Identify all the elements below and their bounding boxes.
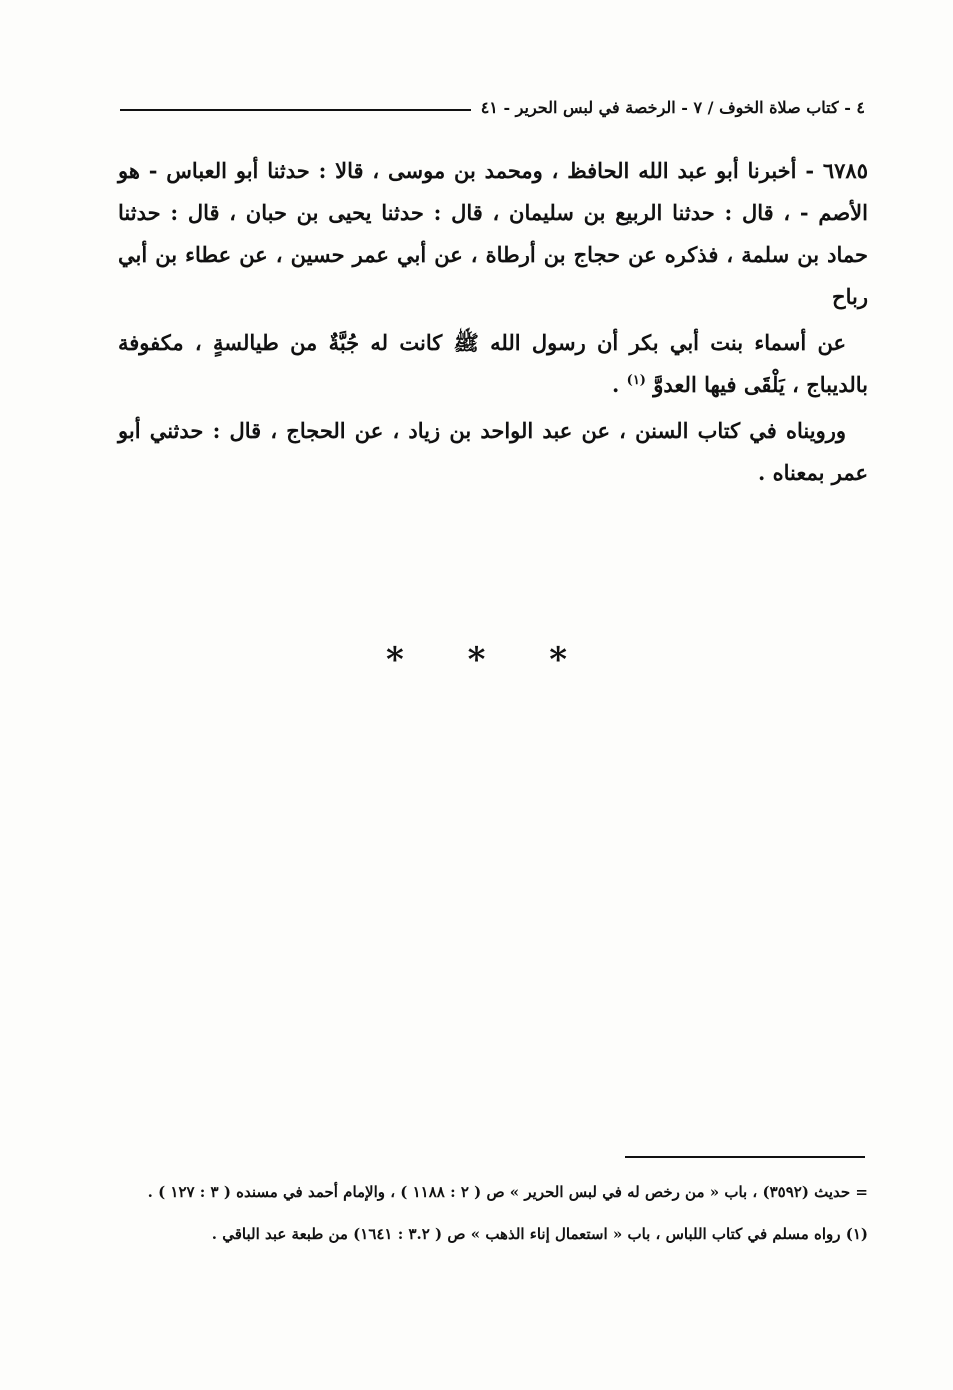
running-header — [120, 92, 865, 122]
separator-star: * — [385, 640, 404, 680]
matn-end-punct: . — [612, 372, 627, 397]
footnote-rule — [625, 1156, 865, 1158]
footnote-continuation: = حديث (٣٥٩٢) ، باب « من رخص له في لبس الحرير » ص ( ٢ : ١١٨٨ ) ، والإمام أحمد في مسنده ( ٣ : ١٢٧ ) . — [147, 1183, 868, 1201]
footnotes — [120, 1175, 868, 1259]
section-separator — [0, 640, 953, 680]
riwaya-paragraph: ورويناه في كتاب السنن ، عن عبد الواحد بن زياد ، عن الحجاج ، قال : حدثني أبو عمر بمعناه . — [118, 418, 868, 485]
separator-star: * — [549, 640, 568, 680]
separator-star: * — [467, 640, 486, 680]
footnote-1: (١) رواه مسلم في كتاب اللباس ، باب « استعمال إناء الذهب » ص ( ٣.٢ : ١٦٤١) من طبعة عبد الباقي . — [211, 1225, 868, 1243]
hadith-isnad-paragraph: ٦٧٨٥ - أخبرنا أبو عبد الله الحافظ ، ومحمد بن موسى ، قالا : حدثنا أبو العباس - هو الأصم - ، قال : حدثنا الربيع بن سليمان ، قال : حدثنا يحيى بن حبان ، قال : حدثنا حماد بن سلمة ، فذكره عن حجاج بن أرطاة ، عن أبي عمر حسين ، عن عطاء بن أبي رباح — [118, 158, 868, 309]
header-rule — [120, 109, 471, 111]
footnote-marker: (١) — [626, 373, 646, 388]
hadith-matn-text: عن أسماء بنت أبي بكر أن رسول الله ﷺ كانت له جُبَّةٌ من طيالسةٍ ، مكفوفة بالديباج ، يَلْقَى فيها العدوَّ — [118, 330, 868, 397]
running-title: ٤ - كتاب صلاة الخوف / ٧ - الرخصة في لبس الحرير - ٤١ — [480, 97, 865, 117]
hadith-matn-paragraph — [118, 322, 868, 406]
main-text — [118, 150, 868, 498]
